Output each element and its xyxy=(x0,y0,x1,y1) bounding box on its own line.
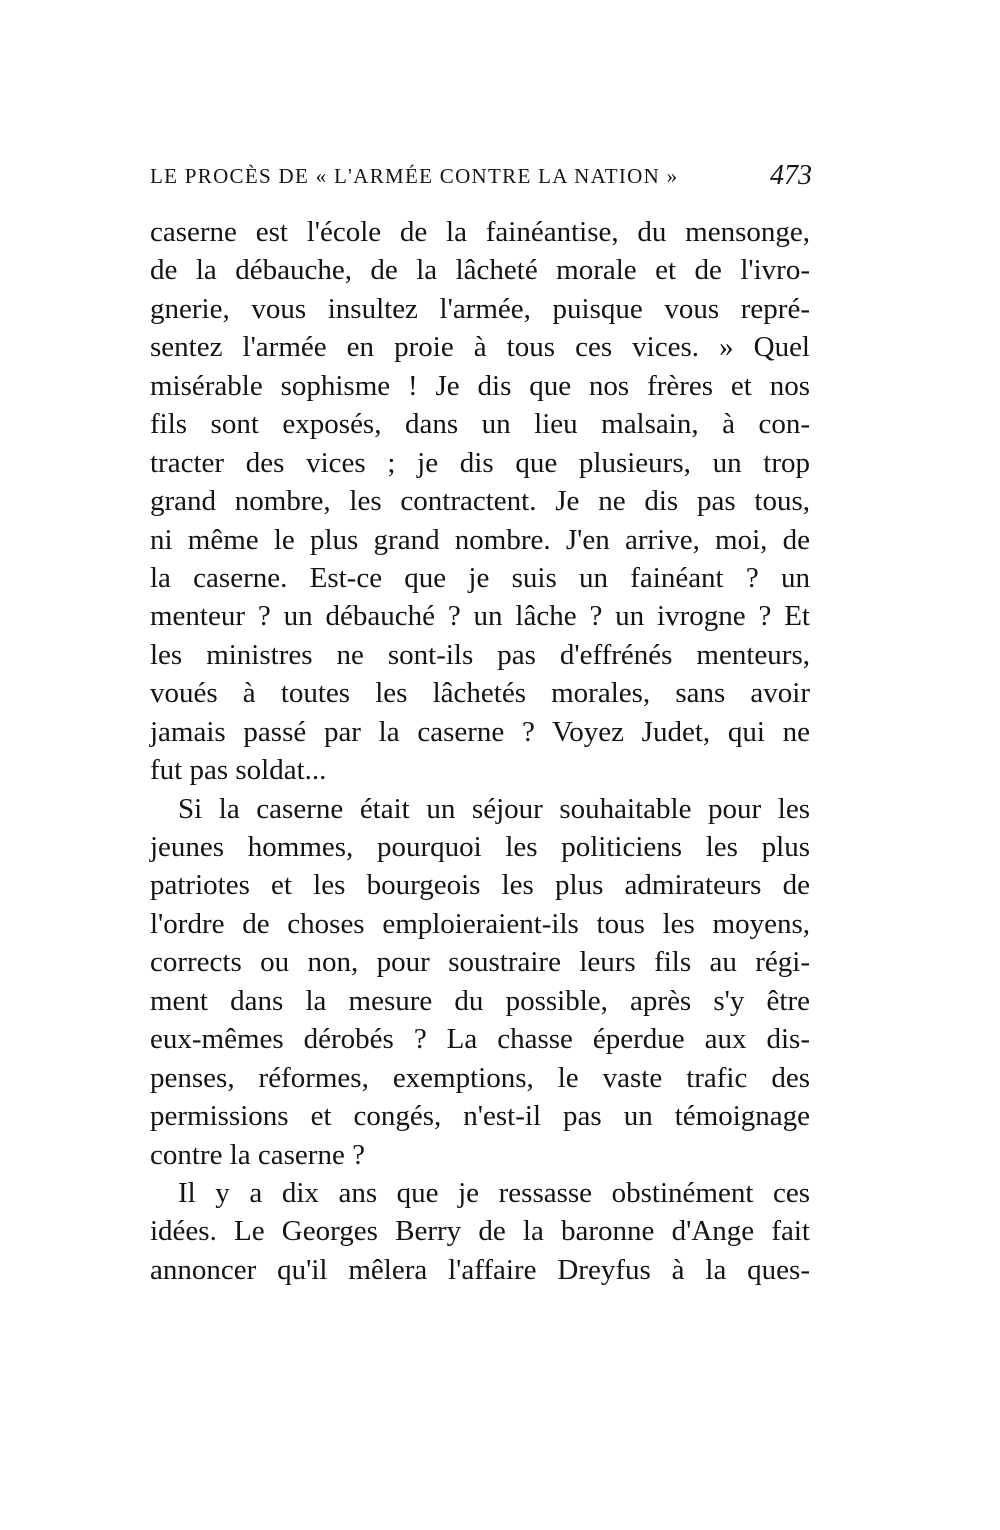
text-line: contre la caserne ? xyxy=(150,1138,365,1171)
text-line: permissions et congés, n'est-il pas un témoignage xyxy=(150,1100,810,1133)
text-line: de la débauche, de la lâcheté morale et de l'ivro- xyxy=(150,254,810,287)
text-line: les ministres ne sont-ils pas d'effrénés menteurs, xyxy=(150,638,810,671)
running-title: LE PROCÈS DE « L'ARMÉE CONTRE LA NATION » xyxy=(150,164,679,188)
text-line: l'ordre de choses emploieraient-ils tous les moyens, xyxy=(150,907,810,940)
text-line: menteur ? un débauché ? un lâche ? un ivrogne ? Et xyxy=(150,600,810,633)
text-line: annoncer qu'il mêlera l'affaire Dreyfus à la ques- xyxy=(150,1253,810,1286)
text-line: eux-mêmes dérobés ? La chasse éperdue aux dis- xyxy=(150,1023,810,1056)
paragraph-start-line: Il y a dix ans que je ressasse obstinément ces xyxy=(178,1176,810,1209)
text-line: ment dans la mesure du possible, après s'y être xyxy=(150,984,810,1017)
text-line: la caserne. Est-ce que je suis un fainéant ? un xyxy=(150,561,810,594)
text-line: fils sont exposés, dans un lieu malsain, à con- xyxy=(150,408,810,441)
text-line: fut pas soldat... xyxy=(150,754,327,787)
text-line: corrects ou non, pour soustraire leurs fils au régi- xyxy=(150,946,810,979)
text-line: penses, réformes, exemptions, le vaste trafic des xyxy=(150,1061,810,1094)
text-line: grand nombre, les contractent. Je ne dis pas tous, xyxy=(150,485,810,518)
running-head xyxy=(150,160,812,196)
text-line: idées. Le Georges Berry de la baronne d'Ange fait xyxy=(150,1215,810,1248)
text-line: misérable sophisme ! Je dis que nos frères et nos xyxy=(150,369,810,402)
text-line: jeunes hommes, pourquoi les politiciens les plus xyxy=(150,831,810,863)
text-line: voués à toutes les lâchetés morales, sans avoir xyxy=(150,677,810,710)
paragraph-start-line: Si la caserne était un séjour souhaitable pour les xyxy=(178,792,810,825)
body-text xyxy=(150,213,810,1289)
text-line: tracter des vices ; je dis que plusieurs, un trop xyxy=(150,446,810,479)
text-line: gnerie, vous insultez l'armée, puisque vous repré- xyxy=(150,292,810,325)
page-number: 473 xyxy=(770,160,812,191)
text-line: jamais passé par la caserne ? Voyez Judet, qui ne xyxy=(150,715,810,748)
text-line: caserne est l'école de la fainéantise, du mensonge, xyxy=(150,216,810,248)
text-line: patriotes et les bourgeois les plus admirateurs de xyxy=(150,869,810,902)
text-line: ni même le plus grand nombre. J'en arrive, moi, de xyxy=(150,523,810,556)
text-line: sentez l'armée en proie à tous ces vices. » Quel xyxy=(150,331,810,364)
